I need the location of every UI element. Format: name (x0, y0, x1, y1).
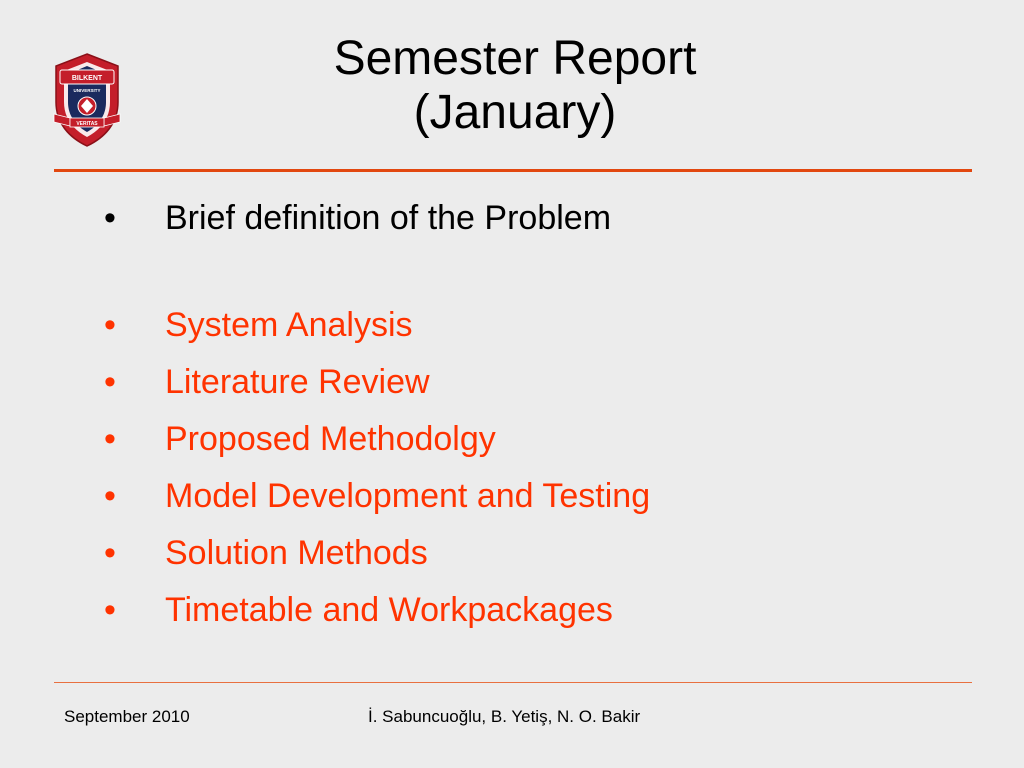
bullet-item (104, 196, 984, 240)
svg-text:BILKENT: BILKENT (71, 75, 103, 82)
footer-authors: İ. Sabuncuoğlu, B. Yetiş, N. O. Bakir (368, 707, 641, 726)
bullet-item (104, 360, 984, 404)
title-divider (54, 169, 972, 172)
bullet-text: System Analysis (165, 306, 413, 344)
bullet-text: Solution Methods (165, 534, 428, 572)
bullet-text: Proposed Methodolgy (165, 420, 496, 458)
svg-text:UNIVERSITY: UNIVERSITY (73, 88, 101, 93)
bullet-item (104, 531, 984, 575)
bullet-item (104, 474, 984, 518)
bullet-dot: • (104, 199, 116, 237)
university-crest-icon (46, 52, 128, 148)
slide-title (150, 32, 880, 140)
bullet-text: Timetable and Workpackages (165, 591, 613, 629)
bullet-dot: • (104, 306, 116, 344)
footer-divider (54, 682, 972, 683)
bullet-text: Model Development and Testing (165, 477, 651, 515)
svg-text:VERITAS: VERITAS (76, 121, 98, 127)
bullet-text: Brief definition of the Problem (165, 199, 612, 237)
bullet-dot: • (104, 363, 116, 401)
footer-date: September 2010 (64, 707, 190, 726)
bullet-text: Literature Review (165, 363, 430, 401)
bullet-item (104, 417, 984, 461)
bullet-dot: • (104, 477, 116, 515)
bullet-item (104, 588, 984, 632)
bullet-item (104, 303, 984, 347)
bullet-dot: • (104, 591, 116, 629)
slide-title-line1: Semester Report (333, 32, 697, 85)
bullet-dot: • (104, 420, 116, 458)
slide-title-line2: (January) (413, 86, 617, 140)
bullet-dot: • (104, 534, 116, 572)
